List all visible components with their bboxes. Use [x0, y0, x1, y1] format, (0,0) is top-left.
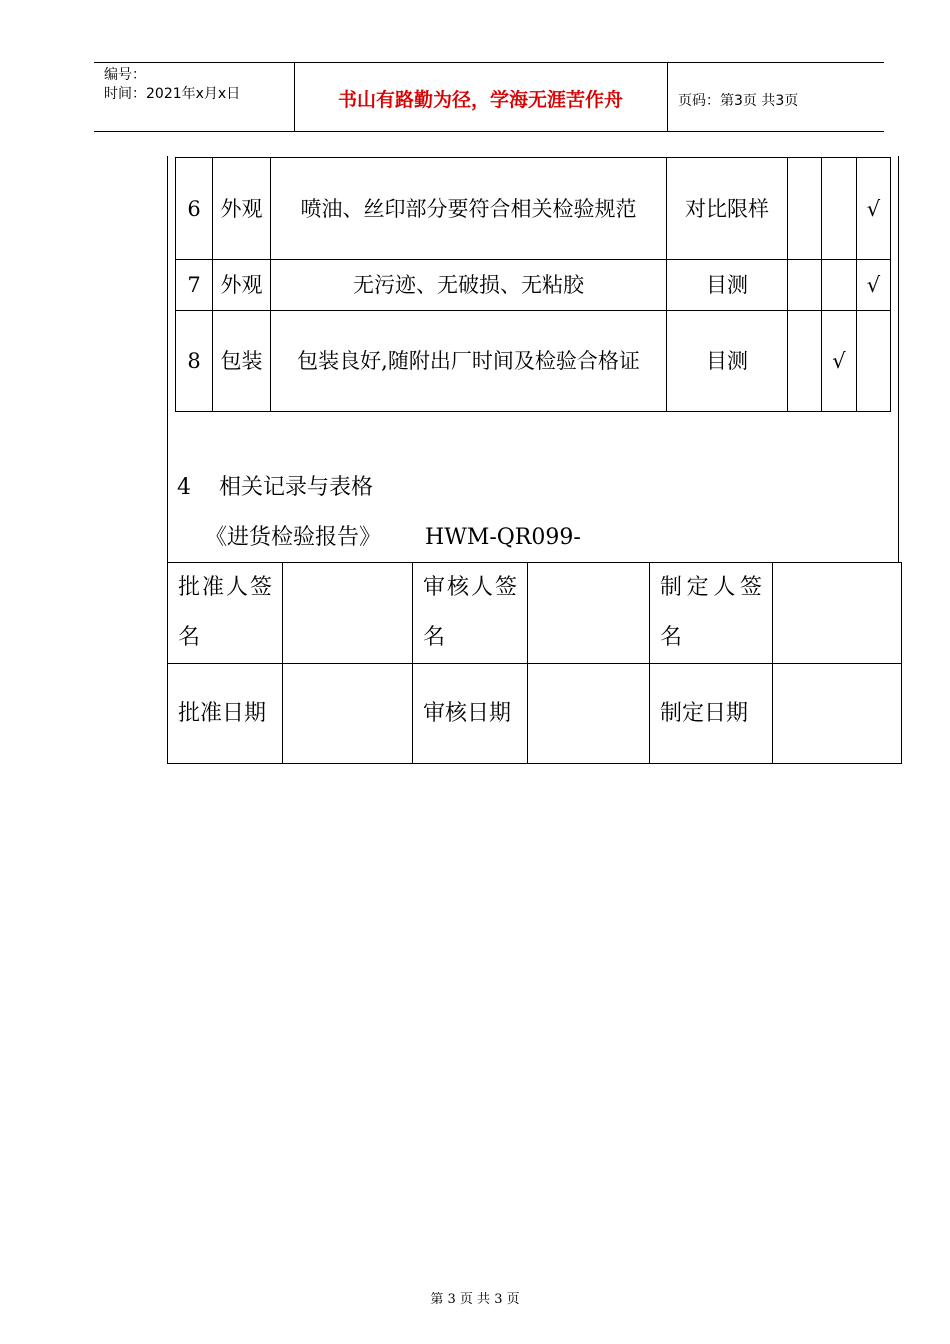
- row-check-3: [857, 311, 891, 412]
- table-row: [176, 158, 891, 260]
- maker-sign-label: 制定人签名: [650, 563, 773, 664]
- row-method: 目测: [667, 311, 788, 412]
- reviewer-sign-cell[interactable]: [528, 563, 650, 664]
- row-check-3: √: [857, 260, 891, 311]
- record-reference: [205, 520, 581, 551]
- header-page-info: 页码：第3页 共3页: [678, 93, 799, 109]
- approver-sign-cell[interactable]: [283, 563, 413, 664]
- row-category: 外观: [213, 158, 271, 260]
- review-date-label: 审核日期: [413, 664, 528, 764]
- row-category: 包装: [213, 311, 271, 412]
- section-number: 4: [177, 475, 191, 500]
- page-header: [94, 62, 884, 132]
- row-number: 7: [176, 260, 213, 311]
- make-date-label: 制定日期: [650, 664, 773, 764]
- row-check-2: [822, 260, 857, 311]
- review-date-cell[interactable]: [528, 664, 650, 764]
- maker-sign-cell[interactable]: [773, 563, 902, 664]
- row-check-2: √: [822, 311, 857, 412]
- page-footer: 第 3 页 共 3 页: [430, 1292, 520, 1307]
- table-row: [176, 311, 891, 412]
- table-row: [168, 664, 902, 764]
- row-check-1: [788, 260, 822, 311]
- header-meta: [104, 66, 240, 104]
- record-name: 《进货检验报告》: [205, 525, 382, 550]
- row-number: 8: [176, 311, 213, 412]
- row-requirement: 无污迹、无破损、无粘胶: [271, 260, 667, 311]
- row-check-2: [822, 158, 857, 260]
- section-heading: [177, 470, 373, 501]
- make-date-cell[interactable]: [773, 664, 902, 764]
- inspection-items-table: [175, 157, 891, 412]
- row-method: 对比限样: [667, 158, 788, 260]
- row-requirement: 喷油、丝印部分要符合相关检验规范: [271, 158, 667, 260]
- table-row: [168, 563, 902, 664]
- record-code: HWM-QR099-: [425, 525, 581, 550]
- serial-label: 编号：: [104, 67, 146, 83]
- section-title: 相关记录与表格: [219, 475, 374, 500]
- approve-date-cell[interactable]: [283, 664, 413, 764]
- header-divider: [667, 63, 668, 131]
- row-number: 6: [176, 158, 213, 260]
- reviewer-sign-label: 审核人签名: [413, 563, 528, 664]
- row-category: 外观: [213, 260, 271, 311]
- header-motto: 书山有路勤为径，学海无涯苦作舟: [337, 89, 623, 111]
- table-row: [176, 260, 891, 311]
- approve-date-label: 批准日期: [168, 664, 283, 764]
- row-method: 目测: [667, 260, 788, 311]
- row-requirement: 包装良好,随附出厂时间及检验合格证: [271, 311, 667, 412]
- approver-sign-label: 批准人签名: [168, 563, 283, 664]
- row-check-1: [788, 158, 822, 260]
- row-check-3: √: [857, 158, 891, 260]
- row-check-1: [788, 311, 822, 412]
- signature-table: [167, 562, 902, 764]
- time-label: 时间：2021年x月x日: [104, 86, 241, 102]
